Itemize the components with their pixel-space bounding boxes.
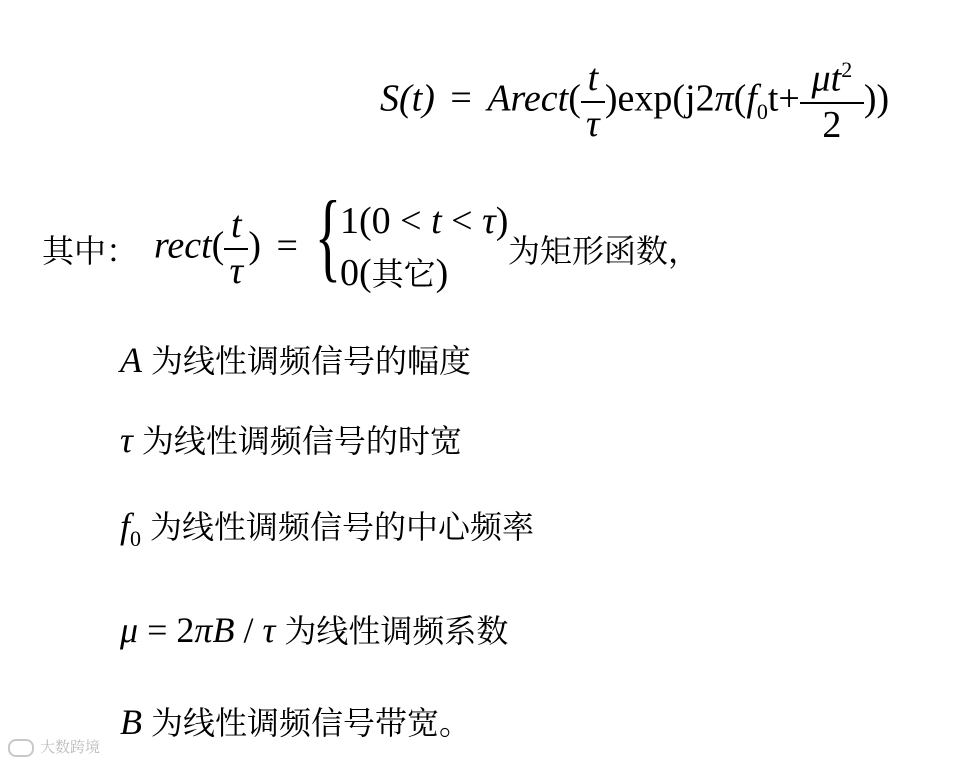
eq-f-subscript: 0 [756,99,768,125]
eq-pi: π [714,77,734,120]
case2-a: 0( [340,252,372,294]
item-tau: τ [262,610,276,650]
item-subscript: 0 [130,526,142,552]
eq-exp: exp( [617,77,686,120]
def-equals: = [276,224,298,267]
item-slash: / [234,610,263,650]
case1-t: t [431,200,442,242]
eq-t-plus: t+ [767,77,800,120]
def-fraction [224,206,248,292]
def-rect: rect [154,224,212,267]
case-1 [340,202,508,240]
watermark [8,736,100,757]
case1-b: < [441,200,483,242]
watermark-text: 大数跨境 [40,738,101,756]
item-bandwidth [120,704,471,740]
item-pulse-width [120,422,462,458]
case1-c: ) [495,200,509,242]
def-rparen: ) [248,224,261,267]
definition-prefix: 其中： [42,232,139,270]
item-text: 为线性调频信号的时宽 [141,422,462,460]
watermark-logo-icon [8,739,34,757]
eq-frac-num: t [587,56,599,99]
case2-c: ) [435,252,449,294]
eq-frac-den: τ [586,102,600,145]
cases-brace-icon: { [314,180,342,291]
eq-lparen2: ( [733,77,747,120]
eq-mu-t: μt [811,57,842,100]
item-text: 为线性调频系数 [284,612,509,650]
def-lparen: ( [211,224,225,267]
def-frac-num: t [231,204,242,246]
item-symbol: A [120,340,142,380]
eq-fraction-mut2 [800,58,864,145]
eq-equals: = [450,77,472,120]
eq-j2: j2 [685,77,715,120]
eq-fraction-t-tau [581,56,605,145]
item-text: 为线性调频信号的幅度 [151,342,472,380]
case1-a: 1(0 < [340,200,432,242]
item-text: 为线性调频信号的中心频率 [150,508,535,546]
item-chirp-rate [120,612,508,648]
eq-square: 2 [841,57,853,82]
item-pi: π [194,610,213,650]
item-B: B [212,610,235,650]
eq-f: f [746,77,757,120]
item-amplitude [120,342,471,378]
item-text: 为线性调频信号带宽。 [151,704,472,742]
eq-lhs: S(t) [380,77,435,120]
case-2 [340,254,448,292]
item-symbol: f [120,506,131,546]
main-equation [380,58,889,145]
eq-lparen: ( [568,77,581,120]
case2-text: 其它 [371,255,436,293]
definition-lhs [154,206,298,292]
case1-tau: τ [482,200,496,242]
eq-frac2-den: 2 [822,103,842,146]
eq-close: )) [863,77,890,120]
item-symbol: τ [120,420,133,460]
eq-rect: rect [510,77,569,120]
item-symbol: μ [120,610,139,650]
item-mid: = 2 [138,610,195,650]
def-frac-den: τ [229,249,244,292]
item-center-frequency [120,508,534,550]
eq-amplitude: A [487,77,511,120]
definition-suffix: 为矩形函数， [508,232,701,270]
eq-rparen: ) [604,77,618,120]
item-symbol: B [120,702,142,742]
